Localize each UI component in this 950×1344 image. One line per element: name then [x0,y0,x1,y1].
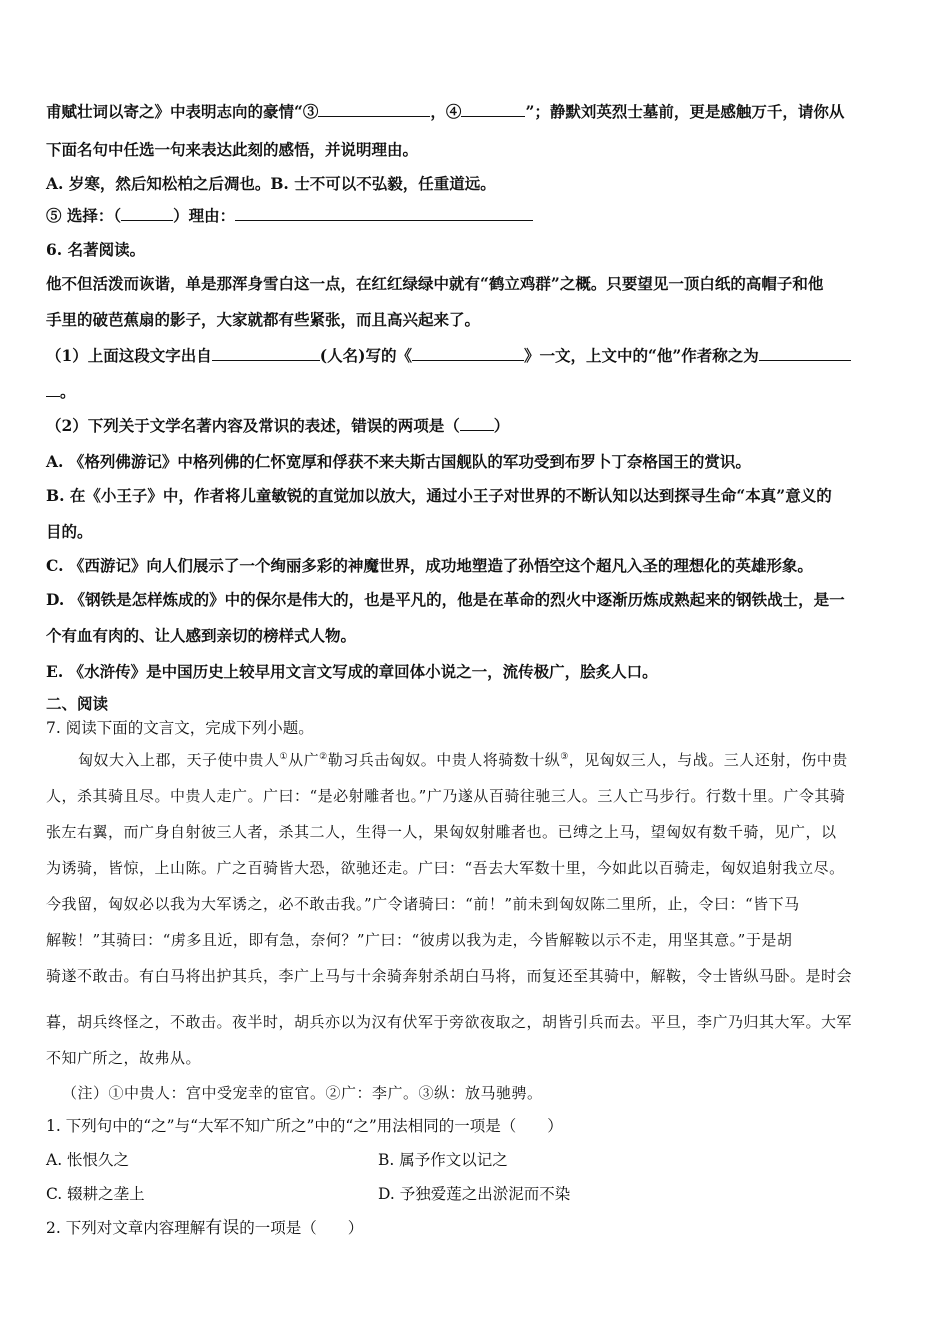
passage-line-2: 人，杀其骑且尽。中贵人走广。广曰：“是必射雕者也。”广乃遂从百骑往驰三人。三人亡马步行。行数十里。广令其骑 [46,787,846,805]
q6-option-b-line1: B. 在《小王子》中，作者将儿童敏锐的直觉加以放大，通过小王子对世界的不断认知以达到探寻生命“本真”意义的 [46,486,832,505]
q5-line1: 甫赋壮词以寄之》中表明志向的豪情“③ ，④ ”；静默刘英烈士墓前，更是感触万千，请你从 [46,102,845,121]
passage-line-1: 匈奴大入上郡，天子使中贵人①从广②勒习兵击匈奴。中贵人将骑数十纵③，见匈奴三人，与战。三人还射，伤中贵 [78,751,848,769]
q6-option-d-line1: D. 《钢铁是怎样炼成的》中的保尔是伟大的，也是平凡的，他是在革命的烈火中逐渐历炼成熟起来的钢铁战士，是一 [46,590,845,609]
sub-question-1: 1. 下列句中的“之”与“大军不知广所之”中的“之”用法相同的一项是（ ） [46,1117,563,1135]
author-blank[interactable] [212,346,320,361]
passage-line-5: 今我留，匈奴必以我为大军诱之，必不敢击我。”广令诸骑曰：“前！”前未到匈奴陈二里所，止，令曰：“皆下马 [46,895,800,913]
q6-sub1: （1）上面这段文字出自 (人名)写的《 》一文，上文中的“他”作者称之为 [46,346,851,366]
passage-line-9: 不知广所之，故弗从。 [46,1049,202,1067]
sq1-option-c[interactable]: C. 辍耕之垄上 [46,1185,145,1203]
footnote-marker-1: ① [279,752,289,762]
q6-passage-line2: 手里的破芭蕉扇的影子，大家就都有些紧张，而且高兴起来了。 [46,310,481,329]
sq1-option-a[interactable]: A. 怅恨久之 [46,1151,130,1169]
passage-line-4: 为诱骑，皆惊，上山陈。广之百骑皆大恐，欲驰还走。广曰：“吾去大军数十里，今如此以百骑走，匈奴追射我立尽。 [46,859,845,877]
q5-line2: 下面名句中任选一句来表达此刻的感悟，并说明理由。 [46,140,419,159]
name-blank-cont[interactable] [46,382,60,397]
q6-option-e: E. 《水浒传》是中国历史上较早用文言文写成的章回体小说之一，流传极广，脍炙人口。 [46,662,658,681]
q5-choice-line: ⑤ 选择：（ ）理由： [46,206,533,226]
passage-line-3: 张左右翼，而广身自射彼三人者，杀其二人，生得一人，果匈奴射雕者也。已缚之上马，望匈奴有数千骑，见广，以 [46,823,837,841]
title-blank[interactable] [412,346,524,361]
answer-blank-3[interactable] [318,102,430,117]
answer-blank-4[interactable] [461,102,525,117]
q6-option-c: C. 《西游记》向人们展示了一个绚丽多彩的神魔世界，成功地塑造了孙悟空这个超凡入圣的理想化的英雄形象。 [46,556,813,575]
emphasis-text: 有误 [205,1218,240,1238]
q6-sub1-cont: 。 [46,382,76,402]
passage-line-7: 骑遂不敢击。有白马将出护其兵，李广上马与十余骑奔射杀胡白马将，而复还至其骑中，解鞍，令士皆纵马卧。是时会 [46,967,853,985]
section-heading: 二、阅读 [46,694,109,713]
q5-options: A. 岁寒，然后知松柏之后凋也。B. 士不可以不弘毅，任重道远。 [46,174,496,193]
q6-sub2: （2）下列关于文学名著内容及常识的表述，错误的两项是（ ） [46,416,510,435]
sub-question-2: 2. 下列对文章内容理解有误的一项是（ ） [46,1218,364,1238]
reason-blank[interactable] [235,206,533,221]
name-blank[interactable] [759,346,851,361]
q6-title: 6. 名著阅读。 [46,240,146,259]
choice-blank[interactable] [121,206,173,221]
passage-line-8: 暮，胡兵终怪之，不敢击。夜半时，胡兵亦以为汉有伏军于旁欲夜取之，胡皆引兵而去。平旦，李广乃归其大军。大军 [46,1013,853,1031]
footnote-marker-3: ③ [560,752,569,762]
q6-passage-line1: 他不但活泼而诙谐，单是那浑身雪白这一点，在红红绿绿中就有“鹤立鸡群”之概。只要望见一顶白纸的高帽子和他 [46,274,824,293]
q7-intro: 7. 阅读下面的文言文，完成下列小题。 [46,719,314,737]
annotation-note: （注）①中贵人：宫中受宠幸的宦官。②广：李广。③纵：放马驰骋。 [62,1084,543,1102]
answer-blank-q6[interactable] [460,416,494,431]
footnote-marker-2: ② [319,752,328,762]
q6-option-b-line2: 目的。 [46,522,93,541]
q6-option-d-line2: 个有血有肉的、让人感到亲切的榜样式人物。 [46,626,357,645]
passage-line-6: 解鞍！”其骑曰：“虏多且近，即有急，奈何？”广曰：“彼虏以我为走，今皆解鞍以示不走，用坚其意。”于是胡 [46,931,793,949]
q6-option-a: A. 《格列佛游记》中格列佛的仁怀宽厚和俘获不来夫斯古国舰队的军功受到布罗卜丁奈格国王的赏识。 [46,452,751,471]
sq1-option-d[interactable]: D. 予独爱莲之出淤泥而不染 [378,1185,571,1203]
sq1-option-b[interactable]: B. 属予作文以记之 [378,1151,508,1169]
